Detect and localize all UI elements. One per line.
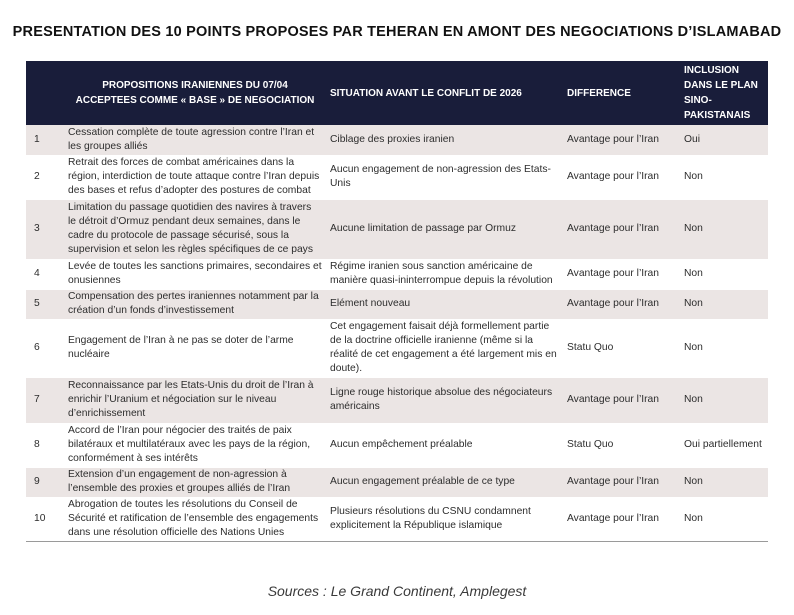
row-inclusion: Non xyxy=(684,476,703,487)
row-situation: Cet engagement faisait déjà formellement partie de la doctrine officielle iranienne (même si la réalité de cet engagement a été largement mis en doute). xyxy=(330,321,557,374)
row-inclusion: Non xyxy=(684,268,703,279)
header-num xyxy=(26,61,64,125)
row-situation: Aucune limitation de passage par Ormuz xyxy=(330,223,517,234)
row-inclusion: Non xyxy=(684,171,703,182)
table-row xyxy=(26,155,768,199)
row-inclusion: Oui xyxy=(684,133,701,145)
header-inclusion: INCLUSION DANS LE PLAN SINO-PAKISTANAIS xyxy=(684,65,758,121)
row-difference: Avantage pour l’Iran xyxy=(567,268,659,279)
row-difference: Statu Quo xyxy=(567,342,614,353)
table-row xyxy=(26,125,768,155)
row-proposal: Engagement de l’Iran à ne pas se doter de l’arme nucléaire xyxy=(68,335,294,360)
header-situation: SITUATION AVANT LE CONFLIT DE 2026 xyxy=(330,87,522,99)
row-difference: Avantage pour l’Iran xyxy=(567,133,659,145)
row-number: 9 xyxy=(34,476,40,487)
table-row xyxy=(26,423,768,467)
row-situation: Régime iranien sous sanction américaine de manière quasi-ininterrompue depuis la révolution xyxy=(330,261,553,286)
row-number: 4 xyxy=(34,268,40,279)
row-inclusion: Non xyxy=(684,223,703,234)
row-difference: Avantage pour l’Iran xyxy=(567,513,659,524)
row-proposal: Levée de toutes les sanctions primaires, secondaires et onusiennes xyxy=(68,261,322,286)
row-proposal: Limitation du passage quotidien des navires à travers le détroit d’Ormuz pendant deux semaines, dans le cadre du protocole de passage sécurisé, sous la supervision et selon les règles spécifiques de ce pays xyxy=(68,202,313,255)
row-proposal: Accord de l’Iran pour négocier des traités de paix bilatéraux et multilatéraux avec les pays de la région, conformément à ses intérêts xyxy=(68,425,311,464)
row-inclusion: Non xyxy=(684,513,703,524)
row-proposal: Extension d’un engagement de non-agression à l’ensemble des proxies et groupes alliés de l’Iran xyxy=(68,469,291,494)
row-situation: Ciblage des proxies iranien xyxy=(330,133,455,145)
row-inclusion: Non xyxy=(684,394,703,405)
row-proposal: Abrogation de toutes les résolutions du Conseil de Sécurité et ratification de l’ensemble des engagements dans une résolution officielle des Nations Unies xyxy=(68,499,319,538)
header-difference: DIFFERENCE xyxy=(567,87,631,99)
row-number: 1 xyxy=(34,133,40,145)
sources-caption: Sources : Le Grand Continent, Amplegest xyxy=(267,583,527,599)
table-header-row xyxy=(26,61,768,125)
row-difference: Avantage pour l’Iran xyxy=(567,394,659,405)
row-proposal: Cessation complète de toute agression contre l’Iran et les groupes alliés xyxy=(68,126,315,152)
row-situation: Elément nouveau xyxy=(330,298,411,309)
row-situation: Aucun engagement préalable de ce type xyxy=(330,476,515,487)
row-inclusion: Oui partiellement xyxy=(684,439,762,450)
row-inclusion: Non xyxy=(684,342,703,353)
row-number: 2 xyxy=(34,171,40,182)
header-proposal: PROPOSITIONS IRANIENNES DU 07/04 ACCEPTEES COMME « BASE » DE NEGOCIATION xyxy=(75,80,315,106)
row-proposal: Reconnaissance par les Etats-Unis du droit de l’Iran à enrichir l’Uranium et négociation sur le niveau d’enrichissement xyxy=(68,380,314,419)
row-number: 8 xyxy=(34,439,40,450)
row-inclusion: Non xyxy=(684,298,703,309)
row-situation: Aucun empêchement préalable xyxy=(330,439,473,450)
table-row xyxy=(26,497,768,541)
row-situation: Ligne rouge historique absolue des négociateurs américains xyxy=(330,387,553,412)
row-number: 6 xyxy=(34,342,40,353)
table-row xyxy=(26,467,768,497)
row-difference: Statu Quo xyxy=(567,439,614,450)
negotiation-points-table xyxy=(26,61,768,542)
row-difference: Avantage pour l’Iran xyxy=(567,476,659,487)
row-number: 5 xyxy=(34,298,40,309)
row-number: 10 xyxy=(34,513,46,524)
row-situation: Aucun engagement de non-agression des Etats-Unis xyxy=(330,164,551,189)
row-difference: Avantage pour l’Iran xyxy=(567,223,659,234)
row-proposal: Compensation des pertes iraniennes notamment par la création d’un fonds d’investissement xyxy=(68,291,319,316)
table-row xyxy=(26,259,768,289)
row-situation: Plusieurs résolutions du CSNU condamnent explicitement la République islamique xyxy=(330,506,531,531)
table-row xyxy=(26,289,768,319)
table-row xyxy=(26,199,768,259)
row-number: 7 xyxy=(34,394,40,405)
row-proposal: Retrait des forces de combat américaines dans la région, interdiction de toute attaque contre l’Iran depuis des bases et refus d’adopter des postures de combat xyxy=(68,157,320,196)
table-row xyxy=(26,319,768,377)
row-difference: Avantage pour l’Iran xyxy=(567,298,659,309)
row-difference: Avantage pour l’Iran xyxy=(567,171,659,182)
row-number: 3 xyxy=(34,223,40,234)
table-row xyxy=(26,377,768,423)
page-title: PRESENTATION DES 10 POINTS PROPOSES PAR TEHERAN EN AMONT DES NEGOCIATIONS D’ISLAMABAD xyxy=(12,24,782,40)
